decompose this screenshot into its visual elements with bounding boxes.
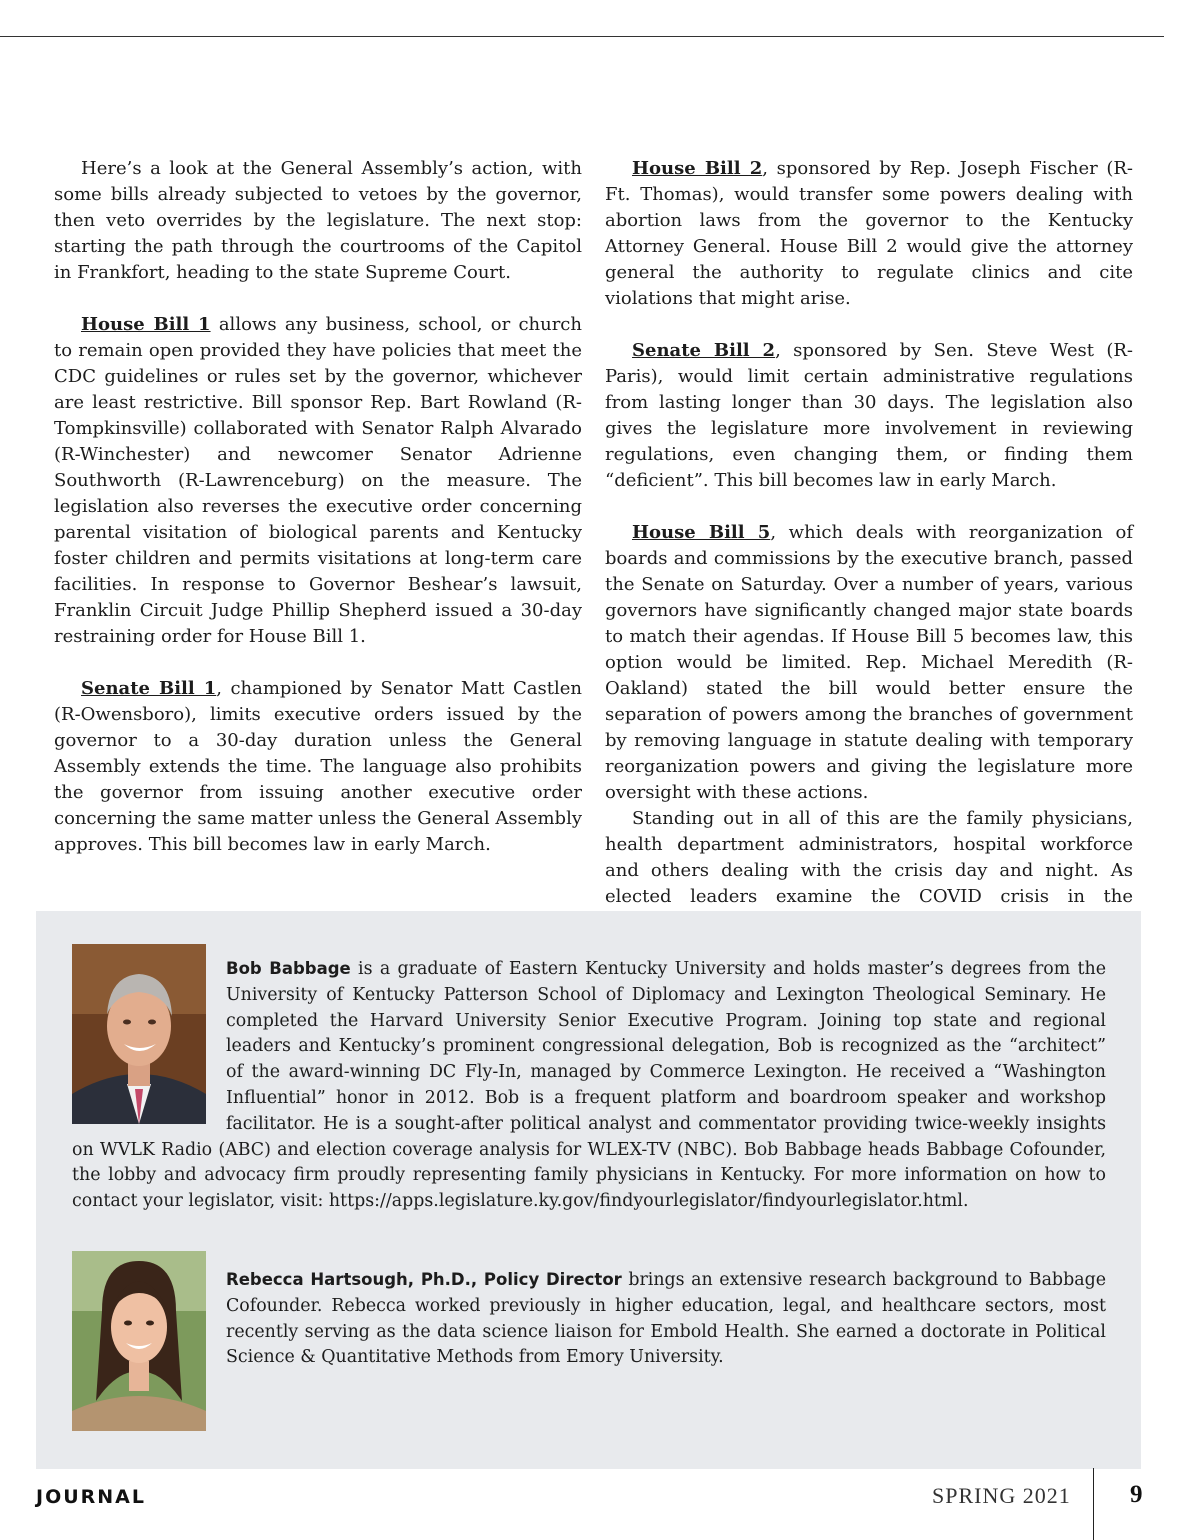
- rebecca-hartsough-photo: [72, 1251, 206, 1431]
- bio-rebecca-hartsough: [72, 1267, 1106, 1437]
- senate-bill-1-text: , championed by Senator Matt Castlen (R-Owensboro), limits executive orders issued by the governor to a 30-day duration unless the General Assembly extends the time. The language also prohibits the governor from issuing another executive order concerning the same matter unless the General Assembly approves. This bill becomes law in early March.: [54, 678, 582, 855]
- senate-bill-2-text: , sponsored by Sen. Steve West (R-Paris), would limit certain administrative regulations from lasting longer than 30 days. The legislation also gives the legislature more involvement in reviewing regulations, even changing them, or finding them “deficient”. This bill becomes law in early March.: [605, 340, 1133, 491]
- rebecca-hartsough-name: Rebecca Hartsough, Ph.D., Policy Director: [226, 1270, 622, 1289]
- house-bill-2-label: House Bill 2: [632, 158, 763, 179]
- bio-bob-babbage: [72, 956, 1106, 1215]
- article-column-left: [54, 156, 582, 858]
- closing-paragraph: Standing out in all of this are the family physicians, health department administrators, hospital workforce and others dealing with the crisis day and night. As elected leaders examine the COVID crisis in the: [605, 808, 1133, 907]
- footer-publication-name: JOURNAL: [36, 1486, 146, 1508]
- bob-babbage-name: Bob Babbage: [226, 959, 351, 978]
- senate-bill-1-label: Senate Bill 1: [81, 678, 217, 699]
- footer-divider: [1093, 1468, 1094, 1540]
- house-bill-1-paragraph: [54, 312, 582, 650]
- house-bill-5-text: , which deals with reorganization of boards and commissions by the executive branch, passed the Senate on Saturday. Over a number of years, various governors have significantly changed major state boards to match their agendas. If House Bill 5 becomes law, this option would be limited. Rep. Michael Meredith (R-Oakland) stated the bill would better ensure the separation of powers among the branches of government by removing language in statute dealing with temporary reorganization powers and giving the legislature more oversight with these actions.: [605, 522, 1133, 803]
- house-bill-5-label: House Bill 5: [632, 522, 771, 543]
- footer-issue-season: SPRING 2021: [932, 1483, 1071, 1508]
- top-rule: [0, 36, 1164, 37]
- senate-bill-2-label: Senate Bill 2: [632, 340, 776, 361]
- rebecca-hartsough-text: brings an extensive research background to Babbage Cofounder. Rebecca worked previously in higher education, legal, and healthcare sectors, most recently serving as the data science liaison for Embold Health. She earned a doctorate in Political Science & Quantitative Methods from Emory University.: [226, 1270, 1106, 1368]
- house-bill-1-label: House Bill 1: [81, 314, 211, 335]
- page-number: 9: [1130, 1481, 1143, 1508]
- house-bill-5-paragraph: [605, 520, 1133, 806]
- bob-babbage-text: is a graduate of Eastern Kentucky University and holds master’s degrees from the University of Kentucky Patterson School of Diplomacy and Lexington Theological Seminary. He completed the Harvard University Senior Executive Program. Joining top state and regional leaders and Kentucky’s prominent congressional delegation, Bob is recognized as the “architect” of the award-winning DC Fly-In, managed by Commerce Lexington. He received a “Washington Influential” honor in 2012. Bob is a frequent platform and boardroom speaker and workshop facilitator. He is a sought-after political analyst and commentator providing twice-weekly insights on WVLK Radio (ABC) and election coverage analysis for WLEX-TV (NBC). Bob Babbage heads Babbage Cofounder, the lobby and advocacy firm proudly representing family physicians in Kentucky. For more information on how to contact your legislator, visit: https://apps.legislature.ky.gov/findyourlegislator/findyourlegislator.html.: [72, 959, 1107, 1212]
- article-column-right: [605, 156, 1133, 962]
- house-bill-1-text: allows any business, school, or church to remain open provided they have policies that meet the CDC guidelines or rules set by the governor, whichever are least restrictive. Bill sponsor Rep. Bart Rowland (R-Tompkinsville) collaborated with Senator Ralph Alvarado (R-Winchester) and newcomer Senator Adrienne Southworth (R-Lawrenceburg) on the measure. The legislation also reverses the executive order concerning parental visitation of biological parents and Kentucky foster children and permits visitations at long-term care facilities. In response to Governor Beshear’s lawsuit, Franklin Circuit Judge Phillip Shepherd issued a 30-day restraining order for House Bill 1.: [54, 314, 582, 647]
- bob-babbage-photo: [72, 944, 206, 1124]
- senate-bill-2-paragraph: [605, 338, 1133, 494]
- author-bio-box: [36, 911, 1141, 1469]
- house-bill-2-text: , sponsored by Rep. Joseph Fischer (R-Ft. Thomas), would transfer some powers dealing with abortion laws from the governor to the Kentucky Attorney General. House Bill 2 would give the attorney general the authority to regulate clinics and cite violations that might arise.: [605, 158, 1133, 309]
- intro-paragraph: Here’s a look at the General Assembly’s action, with some bills already subjected to vetoes by the governor, then veto overrides by the legislature. The next stop: starting the path through the courtrooms of the Capitol in Frankfort, heading to the state Supreme Court.: [54, 158, 582, 283]
- senate-bill-1-paragraph: [54, 676, 582, 858]
- house-bill-2-paragraph: [605, 156, 1133, 312]
